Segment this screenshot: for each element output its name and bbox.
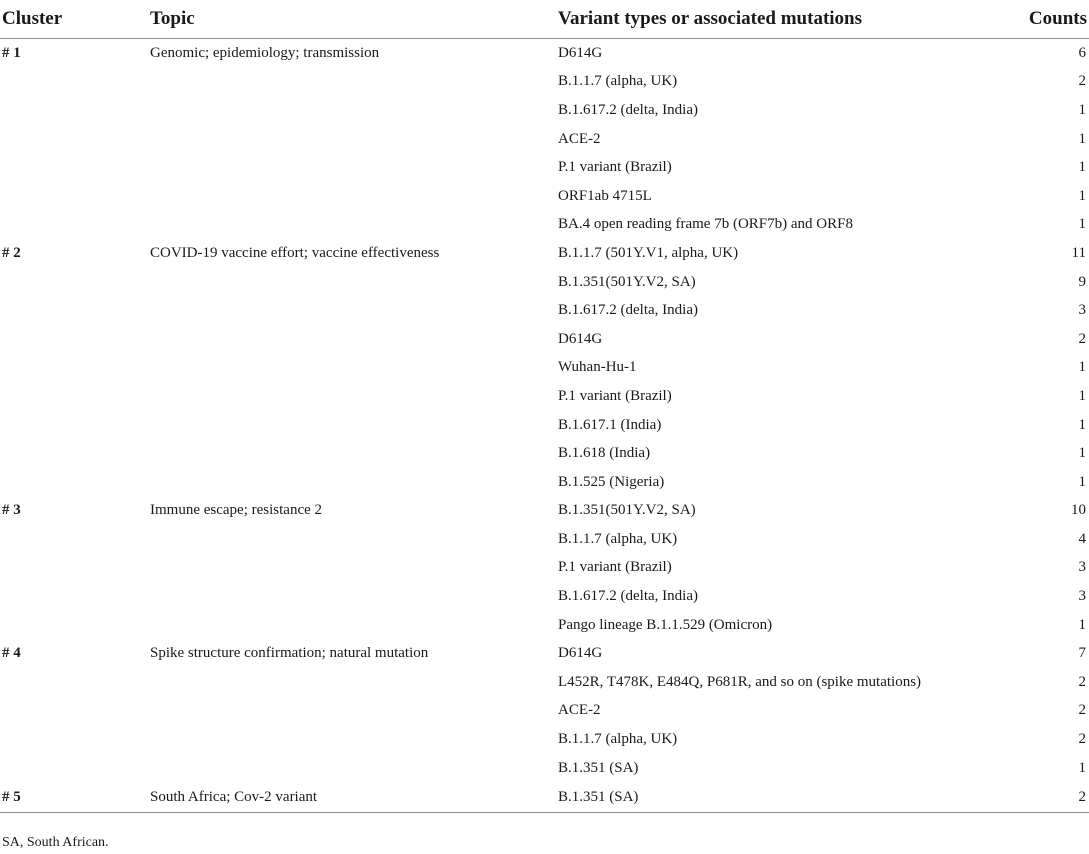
variant-cell: Pango lineage B.1.1.529 (Omicron) [558,616,773,633]
variant-cell: ACE-2 [558,130,601,147]
topic-cell [148,382,556,411]
cluster-cell: # 4 [2,645,21,662]
variant-cell: B.1.351 (SA) [558,759,639,776]
cluster-cell [0,382,148,411]
topic-cell: Immune escape; resistance 2 [150,502,323,519]
table-row [0,668,1089,697]
cluster-cell [0,582,148,611]
variant-cell: D614G [558,44,603,61]
variant-cell: B.1.351(501Y.V2, SA) [558,273,696,290]
cluster-cell [0,554,148,583]
count-cell: 2 [1078,731,1086,748]
cluster-cell [0,697,148,726]
table-row [0,639,1089,668]
table-row [0,411,1089,440]
count-cell: 11 [1071,244,1086,261]
variant-cell: B.1.351 (SA) [556,782,989,813]
table-row [0,125,1089,154]
table-row [0,354,1089,383]
table-row [0,554,1089,583]
topic-cell [148,554,556,583]
table-row [0,325,1089,354]
count-cell: 3 [1078,302,1086,319]
count-cell: 2 [989,782,1089,813]
topic-cell [148,439,556,468]
variant-cell: B.1.617.2 (delta, India) [558,101,698,118]
table-row [0,268,1089,297]
count-cell: 1 [1078,759,1086,776]
variant-cell: Wuhan-Hu-1 [558,359,637,376]
topic-cell [148,354,556,383]
topic-cell [148,754,556,783]
count-cell: 2 [1078,673,1086,690]
count-cell: 6 [1078,44,1086,61]
cluster-cell [0,754,148,783]
cluster-cell [0,211,148,240]
topic-cell [148,468,556,497]
cluster-cell [0,411,148,440]
variant-cell: L452R, T478K, E484Q, P681R, and so on (spike mutations) [558,673,922,690]
variant-cell: B.1.1.7 (501Y.V1, alpha, UK) [558,244,739,261]
cluster-cell: # 3 [2,502,21,519]
topic-cell [148,611,556,640]
topic-cell: Spike structure confirmation; natural mutation [150,645,429,662]
header-cluster: Cluster [0,0,148,39]
topic-cell [148,153,556,182]
cluster-cell [0,96,148,125]
table-row [0,754,1089,783]
cluster-cell [0,354,148,383]
count-cell: 1 [1078,616,1086,633]
header-variants: Variant types or associated mutations [556,0,989,39]
count-cell: 1 [1078,187,1086,204]
header-topic: Topic [148,0,556,39]
topic-cell [148,211,556,240]
variant-cell: B.1.525 (Nigeria) [558,473,665,490]
table-row [0,697,1089,726]
topic-cell [148,325,556,354]
cluster-cell [0,268,148,297]
table-body [0,39,1089,813]
topic-cell [148,296,556,325]
cluster-cell [0,439,148,468]
topic-cell [148,411,556,440]
variant-cell: P.1 variant (Brazil) [558,387,672,404]
table-header [0,0,1089,39]
cluster-cell [0,182,148,211]
variant-cell: D614G [558,330,603,347]
variant-cell: B.1.1.7 (alpha, UK) [558,73,678,90]
topic-cell [148,182,556,211]
table-row [0,68,1089,97]
topic-cell: South Africa; Cov-2 variant [148,782,556,813]
topic-cell [148,268,556,297]
count-cell: 1 [1078,445,1086,462]
cluster-cell: # 5 [0,782,148,813]
variant-cell: P.1 variant (Brazil) [558,159,672,176]
topic-cell [148,725,556,754]
count-cell: 1 [1078,473,1086,490]
cluster-cell [0,525,148,554]
cluster-cell [0,725,148,754]
topic-cell [148,668,556,697]
cluster-cell [0,668,148,697]
count-cell: 1 [1078,216,1086,233]
cluster-cell [0,611,148,640]
count-cell: 4 [1078,530,1086,547]
count-cell: 1 [1078,130,1086,147]
variant-cell: P.1 variant (Brazil) [558,559,672,576]
topic-cell [148,68,556,97]
count-cell: 3 [1078,559,1086,576]
variant-cell: B.1.1.7 (alpha, UK) [558,530,678,547]
topic-cell [148,96,556,125]
table-row [0,39,1089,68]
count-cell: 1 [1078,416,1086,433]
table-row [0,382,1089,411]
cluster-cell [0,153,148,182]
cluster-cell [0,325,148,354]
count-cell: 1 [1078,101,1086,118]
variant-cell: B.1.351(501Y.V2, SA) [558,502,696,519]
cluster-cell [0,468,148,497]
topic-cell [148,582,556,611]
table-row [0,96,1089,125]
table-row [0,725,1089,754]
count-cell: 9 [1078,273,1086,290]
table-row [0,582,1089,611]
variant-cell: D614G [558,645,603,662]
variant-cell: B.1.618 (India) [558,445,651,462]
topic-cell [148,125,556,154]
table-row [0,439,1089,468]
table-row [0,611,1089,640]
count-cell: 2 [1078,330,1086,347]
cluster-cell: # 1 [2,44,21,61]
table-row [0,782,1089,813]
variant-cell: ACE-2 [558,702,601,719]
table-row [0,182,1089,211]
header-counts: Counts [989,0,1089,39]
variant-cell: B.1.617.2 (delta, India) [558,302,698,319]
count-cell: 10 [1071,502,1086,519]
topic-cell [148,697,556,726]
cluster-cell [0,296,148,325]
variant-cell: BA.4 open reading frame 7b (ORF7b) and ORF8 [558,216,853,233]
count-cell: 2 [1078,73,1086,90]
table-row [0,497,1089,526]
cluster-cell: # 2 [2,244,21,261]
count-cell: 1 [1078,359,1086,376]
cluster-cell [0,68,148,97]
count-cell: 1 [1078,387,1086,404]
topic-cell: Genomic; epidemiology; transmission [150,44,380,61]
table-row [0,525,1089,554]
count-cell: 3 [1078,588,1086,605]
table-row [0,239,1089,268]
count-cell: 2 [1078,702,1086,719]
variant-cell: B.1.1.7 (alpha, UK) [558,731,678,748]
topic-cell: COVID-19 vaccine effort; vaccine effectiveness [150,244,440,261]
table-row [0,153,1089,182]
variant-cell: ORF1ab 4715L [558,187,652,204]
count-cell: 7 [1078,645,1086,662]
variant-cell: B.1.617.2 (delta, India) [558,588,698,605]
table-row [0,296,1089,325]
cluster-cell [0,125,148,154]
header-row [0,0,1089,39]
count-cell: 1 [1078,159,1086,176]
table-row [0,211,1089,240]
table-row [0,468,1089,497]
table-footnote: SA, South African. [2,835,109,850]
topic-cell [148,525,556,554]
variant-cell: B.1.617.1 (India) [558,416,662,433]
